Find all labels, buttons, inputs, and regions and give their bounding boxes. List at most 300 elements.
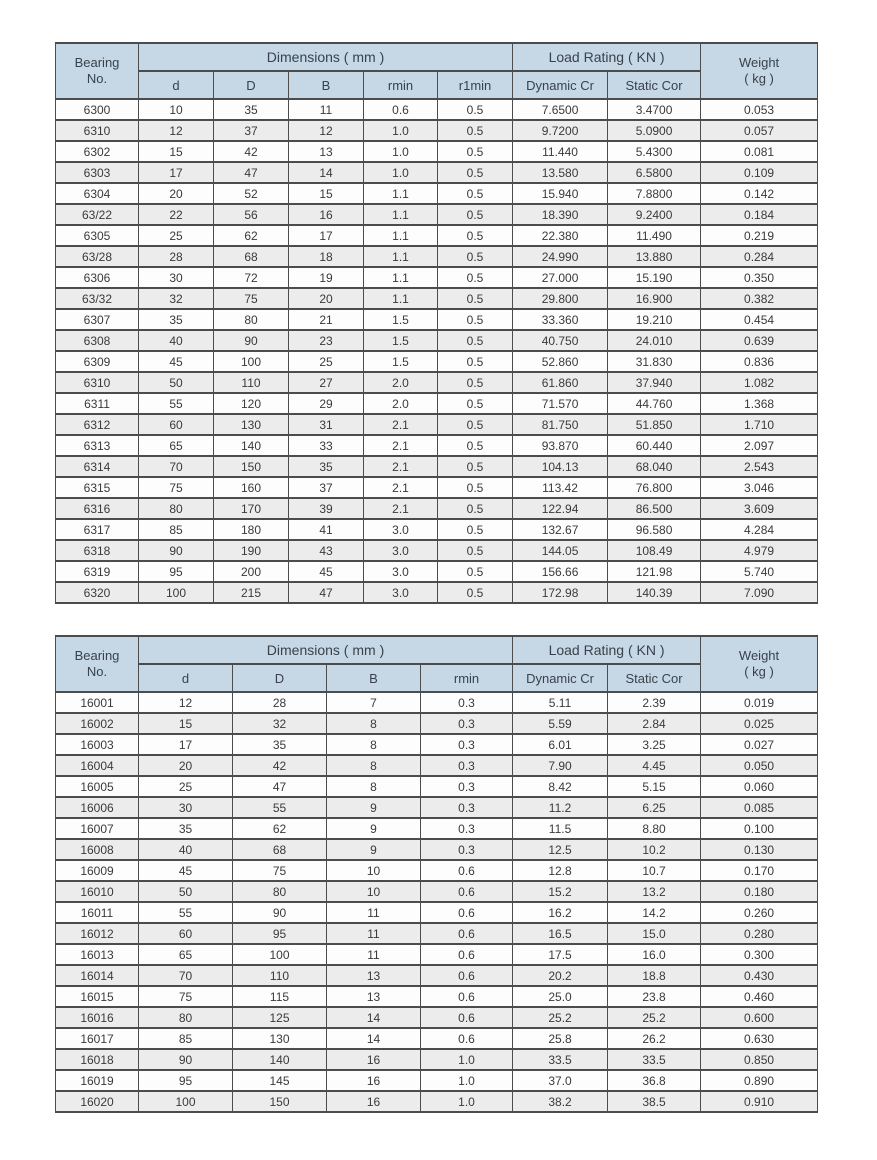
table-cell: 144.05 <box>513 540 608 561</box>
table-cell: 0.5 <box>438 561 513 582</box>
table-cell: 85 <box>139 519 214 540</box>
table-cell: 0.5 <box>438 414 513 435</box>
table-cell: 0.6 <box>421 986 513 1007</box>
table-row <box>56 519 818 540</box>
table-cell: 62 <box>214 225 289 246</box>
table-cell: 215 <box>214 582 289 603</box>
table-row <box>56 818 818 839</box>
table-row <box>56 162 818 183</box>
table-cell: 20 <box>139 755 233 776</box>
col-header-load-rating: Load Rating ( KN ) <box>513 43 701 71</box>
table-cell: 16015 <box>56 986 139 1007</box>
table-cell: 0.454 <box>701 309 818 330</box>
table-cell: 0.019 <box>701 692 818 713</box>
table-cell: 15.0 <box>608 923 701 944</box>
table-row <box>56 1091 818 1112</box>
table-cell: 10.2 <box>608 839 701 860</box>
table-cell: 1.082 <box>701 372 818 393</box>
table-cell: 14 <box>327 1028 421 1049</box>
table-cell: 37.940 <box>608 372 701 393</box>
table-cell: 0.5 <box>438 204 513 225</box>
table-cell: 4.979 <box>701 540 818 561</box>
table-cell: 13.880 <box>608 246 701 267</box>
table-cell: 62 <box>233 818 327 839</box>
table-cell: 22.380 <box>513 225 608 246</box>
table-cell: 2.39 <box>608 692 701 713</box>
table-cell: 0.6 <box>421 1028 513 1049</box>
table-row <box>56 1070 818 1091</box>
table-cell: 0.6 <box>421 965 513 986</box>
table-body <box>56 692 818 1112</box>
table-cell: 19.210 <box>608 309 701 330</box>
table-cell: 20 <box>139 183 214 204</box>
table-cell: 1.1 <box>364 183 438 204</box>
table-cell: 8.42 <box>513 776 608 797</box>
table-cell: 55 <box>139 393 214 414</box>
table-cell: 0.6 <box>421 923 513 944</box>
table-cell: 7.90 <box>513 755 608 776</box>
table-cell: 80 <box>214 309 289 330</box>
table-cell: 28 <box>139 246 214 267</box>
table-cell: 0.5 <box>438 351 513 372</box>
table-cell: 1.5 <box>364 330 438 351</box>
table-cell: 6304 <box>56 183 139 204</box>
table-cell: 16006 <box>56 797 139 818</box>
table-cell: 0.109 <box>701 162 818 183</box>
table-cell: 16 <box>327 1091 421 1112</box>
table-cell: 42 <box>214 141 289 162</box>
table-cell: 6306 <box>56 267 139 288</box>
table-cell: 43 <box>289 540 364 561</box>
table-cell: 140.39 <box>608 582 701 603</box>
table-cell: 45 <box>289 561 364 582</box>
table-cell: 0.170 <box>701 860 818 881</box>
table-row <box>56 713 818 734</box>
table-cell: 150 <box>214 456 289 477</box>
table-cell: 0.5 <box>438 246 513 267</box>
table-row <box>56 582 818 603</box>
table-cell: 0.3 <box>421 713 513 734</box>
col-header-rmin: rmin <box>364 71 438 99</box>
table-cell: 60 <box>139 923 233 944</box>
table-row <box>56 734 818 755</box>
table-cell: 2.1 <box>364 498 438 519</box>
table-cell: 5.740 <box>701 561 818 582</box>
table-cell: 25 <box>139 225 214 246</box>
table-cell: 40 <box>139 839 233 860</box>
table-cell: 108.49 <box>608 540 701 561</box>
table-row <box>56 755 818 776</box>
bearing-no-line2: No. <box>86 664 108 679</box>
table-cell: 0.5 <box>438 120 513 141</box>
table-cell: 6315 <box>56 477 139 498</box>
table-cell: 52 <box>214 183 289 204</box>
table-cell: 14.2 <box>608 902 701 923</box>
table-cell: 16003 <box>56 734 139 755</box>
table-cell: 6.5800 <box>608 162 701 183</box>
table-cell: 68.040 <box>608 456 701 477</box>
table-cell: 1.1 <box>364 246 438 267</box>
table-cell: 20 <box>289 288 364 309</box>
table-cell: 4.45 <box>608 755 701 776</box>
table-cell: 35 <box>139 309 214 330</box>
table-cell: 15.190 <box>608 267 701 288</box>
table-cell: 6314 <box>56 456 139 477</box>
table-cell: 12 <box>139 692 233 713</box>
table-cell: 80 <box>139 498 214 519</box>
table-header-row-groups <box>56 636 818 664</box>
col-header-dimensions: Dimensions ( mm ) <box>139 636 513 664</box>
table-cell: 0.630 <box>701 1028 818 1049</box>
table-cell: 0.5 <box>438 267 513 288</box>
table-row <box>56 1028 818 1049</box>
table-cell: 40 <box>139 330 214 351</box>
table-cell: 0.284 <box>701 246 818 267</box>
table-cell: 6.01 <box>513 734 608 755</box>
table-cell: 11 <box>327 923 421 944</box>
table-cell: 60 <box>139 414 214 435</box>
table-cell: 32 <box>233 713 327 734</box>
table-cell: 24.990 <box>513 246 608 267</box>
table-cell: 1.1 <box>364 267 438 288</box>
table-cell: 90 <box>233 902 327 923</box>
table-row <box>56 141 818 162</box>
table-cell: 80 <box>139 1007 233 1028</box>
table-cell: 25.0 <box>513 986 608 1007</box>
table-cell: 47 <box>289 582 364 603</box>
table-cell: 160 <box>214 477 289 498</box>
table-cell: 2.0 <box>364 393 438 414</box>
table-cell: 5.15 <box>608 776 701 797</box>
table-cell: 130 <box>214 414 289 435</box>
table-cell: 0.350 <box>701 267 818 288</box>
table-cell: 55 <box>233 797 327 818</box>
table-cell: 6317 <box>56 519 139 540</box>
table-cell: 75 <box>139 477 214 498</box>
table-cell: 200 <box>214 561 289 582</box>
table-cell: 32 <box>139 288 214 309</box>
table-cell: 30 <box>139 267 214 288</box>
table-cell: 6.25 <box>608 797 701 818</box>
table-cell: 27 <box>289 372 364 393</box>
table-cell: 13.580 <box>513 162 608 183</box>
table-row <box>56 183 818 204</box>
table-cell: 13 <box>327 965 421 986</box>
table-cell: 16002 <box>56 713 139 734</box>
table-cell: 2.0 <box>364 372 438 393</box>
table-cell: 50 <box>139 372 214 393</box>
table-cell: 16017 <box>56 1028 139 1049</box>
table-row <box>56 372 818 393</box>
table-cell: 22 <box>139 204 214 225</box>
table-cell: 41 <box>289 519 364 540</box>
table-cell: 3.4700 <box>608 99 701 120</box>
col-header-static-cor: Static Cor <box>608 664 701 692</box>
table-cell: 172.98 <box>513 582 608 603</box>
table-cell: 63/28 <box>56 246 139 267</box>
table-row <box>56 204 818 225</box>
table-header-row-groups <box>56 43 818 71</box>
table-cell: 115 <box>233 986 327 1007</box>
table-cell: 33.5 <box>608 1049 701 1070</box>
table-row <box>56 225 818 246</box>
col-header-weight <box>701 43 818 99</box>
table-cell: 1.710 <box>701 414 818 435</box>
table-cell: 0.5 <box>438 330 513 351</box>
weight-line1: Weight <box>738 648 780 663</box>
table-cell: 96.580 <box>608 519 701 540</box>
table-cell: 0.5 <box>438 372 513 393</box>
table-cell: 0.025 <box>701 713 818 734</box>
table-cell: 93.870 <box>513 435 608 456</box>
table-cell: 1.0 <box>364 162 438 183</box>
table-cell: 16004 <box>56 755 139 776</box>
table-row <box>56 965 818 986</box>
table-cell: 95 <box>233 923 327 944</box>
table-cell: 16020 <box>56 1091 139 1112</box>
table-cell: 7.090 <box>701 582 818 603</box>
table-cell: 16 <box>289 204 364 225</box>
table-cell: 16012 <box>56 923 139 944</box>
table-cell: 5.4300 <box>608 141 701 162</box>
table-cell: 38.5 <box>608 1091 701 1112</box>
table-cell: 125 <box>233 1007 327 1028</box>
table-cell: 15 <box>289 183 364 204</box>
table-row <box>56 435 818 456</box>
table-cell: 113.42 <box>513 477 608 498</box>
table-row <box>56 120 818 141</box>
table-cell: 0.3 <box>421 797 513 818</box>
weight-line1: Weight <box>738 55 780 70</box>
bearing-no-line1: Bearing <box>74 648 120 663</box>
table-cell: 7 <box>327 692 421 713</box>
table-cell: 95 <box>139 561 214 582</box>
table-cell: 100 <box>214 351 289 372</box>
table-cell: 0.3 <box>421 839 513 860</box>
table-cell: 63/22 <box>56 204 139 225</box>
table-cell: 0.5 <box>438 99 513 120</box>
table-section-6300-series <box>55 42 818 604</box>
table-cell: 31 <box>289 414 364 435</box>
table-row <box>56 540 818 561</box>
table-cell: 7.8800 <box>608 183 701 204</box>
table-cell: 0.3 <box>421 818 513 839</box>
table-cell: 15 <box>139 713 233 734</box>
table-cell: 6308 <box>56 330 139 351</box>
table-cell: 37 <box>214 120 289 141</box>
table-cell: 35 <box>289 456 364 477</box>
table-header <box>56 43 818 99</box>
table-row <box>56 414 818 435</box>
table-cell: 8 <box>327 776 421 797</box>
table-cell: 6318 <box>56 540 139 561</box>
table-cell: 0.300 <box>701 944 818 965</box>
table-cell: 25.2 <box>513 1007 608 1028</box>
table-cell: 0.180 <box>701 881 818 902</box>
table-cell: 16019 <box>56 1070 139 1091</box>
table-cell: 150 <box>233 1091 327 1112</box>
table-row <box>56 393 818 414</box>
table-cell: 140 <box>214 435 289 456</box>
table-cell: 68 <box>214 246 289 267</box>
table-cell: 90 <box>214 330 289 351</box>
table-cell: 0.5 <box>438 582 513 603</box>
table-cell: 50 <box>139 881 233 902</box>
table-cell: 6302 <box>56 141 139 162</box>
table-cell: 6307 <box>56 309 139 330</box>
table-cell: 0.5 <box>438 288 513 309</box>
table-cell: 63/32 <box>56 288 139 309</box>
table-cell: 16.5 <box>513 923 608 944</box>
weight-line2: ( kg ) <box>744 664 774 679</box>
table-cell: 180 <box>214 519 289 540</box>
table-cell: 16014 <box>56 965 139 986</box>
table-cell: 0.6 <box>421 902 513 923</box>
table-cell: 16008 <box>56 839 139 860</box>
table-cell: 0.6 <box>364 99 438 120</box>
col-header-r1min: r1min <box>438 71 513 99</box>
table-row <box>56 839 818 860</box>
table-cell: 0.5 <box>438 435 513 456</box>
table-cell: 0.6 <box>421 860 513 881</box>
table-cell: 0.081 <box>701 141 818 162</box>
table-cell: 2.1 <box>364 456 438 477</box>
table-row <box>56 986 818 1007</box>
table-cell: 0.260 <box>701 902 818 923</box>
table-cell: 37 <box>289 477 364 498</box>
table-cell: 0.184 <box>701 204 818 225</box>
table-cell: 25.2 <box>608 1007 701 1028</box>
table-cell: 16.2 <box>513 902 608 923</box>
table-cell: 8 <box>327 713 421 734</box>
table-cell: 5.11 <box>513 692 608 713</box>
table-cell: 16007 <box>56 818 139 839</box>
col-header-dynamic-cr: Dynamic Cr <box>513 71 608 99</box>
table-cell: 75 <box>214 288 289 309</box>
table-cell: 15 <box>139 141 214 162</box>
table-cell: 16011 <box>56 902 139 923</box>
table-cell: 6310 <box>56 372 139 393</box>
table-cell: 16013 <box>56 944 139 965</box>
col-header-weight <box>701 636 818 692</box>
table-cell: 8.80 <box>608 818 701 839</box>
table-cell: 6303 <box>56 162 139 183</box>
table-row <box>56 923 818 944</box>
col-header-load-rating: Load Rating ( KN ) <box>513 636 701 664</box>
table-cell: 0.910 <box>701 1091 818 1112</box>
table-cell: 3.0 <box>364 540 438 561</box>
table-cell: 0.5 <box>438 456 513 477</box>
table-cell: 0.100 <box>701 818 818 839</box>
table-cell: 0.5 <box>438 183 513 204</box>
table-cell: 1.0 <box>421 1091 513 1112</box>
table-6300-series <box>55 42 818 604</box>
table-cell: 60.440 <box>608 435 701 456</box>
table-cell: 1.5 <box>364 351 438 372</box>
table-body <box>56 99 818 603</box>
table-cell: 0.5 <box>438 540 513 561</box>
table-cell: 17 <box>139 734 233 755</box>
table-cell: 145 <box>233 1070 327 1091</box>
table-cell: 156.66 <box>513 561 608 582</box>
table-cell: 2.84 <box>608 713 701 734</box>
table-cell: 0.890 <box>701 1070 818 1091</box>
table-cell: 121.98 <box>608 561 701 582</box>
table-cell: 0.850 <box>701 1049 818 1070</box>
table-cell: 104.13 <box>513 456 608 477</box>
table-cell: 6309 <box>56 351 139 372</box>
table-cell: 3.046 <box>701 477 818 498</box>
table-cell: 3.609 <box>701 498 818 519</box>
table-cell: 13 <box>327 986 421 1007</box>
bearing-no-line2: No. <box>86 71 108 86</box>
table-cell: 0.3 <box>421 734 513 755</box>
table-cell: 0.600 <box>701 1007 818 1028</box>
table-cell: 2.1 <box>364 414 438 435</box>
table-cell: 16.900 <box>608 288 701 309</box>
table-header <box>56 636 818 692</box>
table-cell: 40.750 <box>513 330 608 351</box>
table-cell: 85 <box>139 1028 233 1049</box>
table-cell: 33.5 <box>513 1049 608 1070</box>
table-cell: 0.6 <box>421 881 513 902</box>
table-row <box>56 860 818 881</box>
table-cell: 0.027 <box>701 734 818 755</box>
table-cell: 24.010 <box>608 330 701 351</box>
table-cell: 76.800 <box>608 477 701 498</box>
table-row <box>56 944 818 965</box>
table-cell: 75 <box>233 860 327 881</box>
table-cell: 23 <box>289 330 364 351</box>
table-row <box>56 246 818 267</box>
table-cell: 17 <box>139 162 214 183</box>
table-cell: 0.5 <box>438 225 513 246</box>
table-cell: 110 <box>214 372 289 393</box>
table-cell: 140 <box>233 1049 327 1070</box>
table-cell: 70 <box>139 965 233 986</box>
table-cell: 11.490 <box>608 225 701 246</box>
table-cell: 11.5 <box>513 818 608 839</box>
table-row <box>56 498 818 519</box>
table-cell: 3.0 <box>364 582 438 603</box>
table-cell: 86.500 <box>608 498 701 519</box>
table-cell: 15.940 <box>513 183 608 204</box>
table-cell: 16018 <box>56 1049 139 1070</box>
table-cell: 18.390 <box>513 204 608 225</box>
table-cell: 11 <box>289 99 364 120</box>
table-cell: 1.0 <box>421 1070 513 1091</box>
table-cell: 16001 <box>56 692 139 713</box>
table-row <box>56 797 818 818</box>
table-cell: 14 <box>289 162 364 183</box>
table-cell: 16 <box>327 1049 421 1070</box>
table-cell: 2.543 <box>701 456 818 477</box>
table-cell: 0.5 <box>438 477 513 498</box>
table-cell: 72 <box>214 267 289 288</box>
table-cell: 4.284 <box>701 519 818 540</box>
table-row <box>56 456 818 477</box>
table-cell: 10 <box>327 860 421 881</box>
col-header-B: B <box>289 71 364 99</box>
table-cell: 33.360 <box>513 309 608 330</box>
table-cell: 1.1 <box>364 225 438 246</box>
table-row <box>56 477 818 498</box>
table-cell: 100 <box>233 944 327 965</box>
table-row <box>56 309 818 330</box>
table-cell: 80 <box>233 881 327 902</box>
col-header-d: d <box>139 664 233 692</box>
table-cell: 61.860 <box>513 372 608 393</box>
